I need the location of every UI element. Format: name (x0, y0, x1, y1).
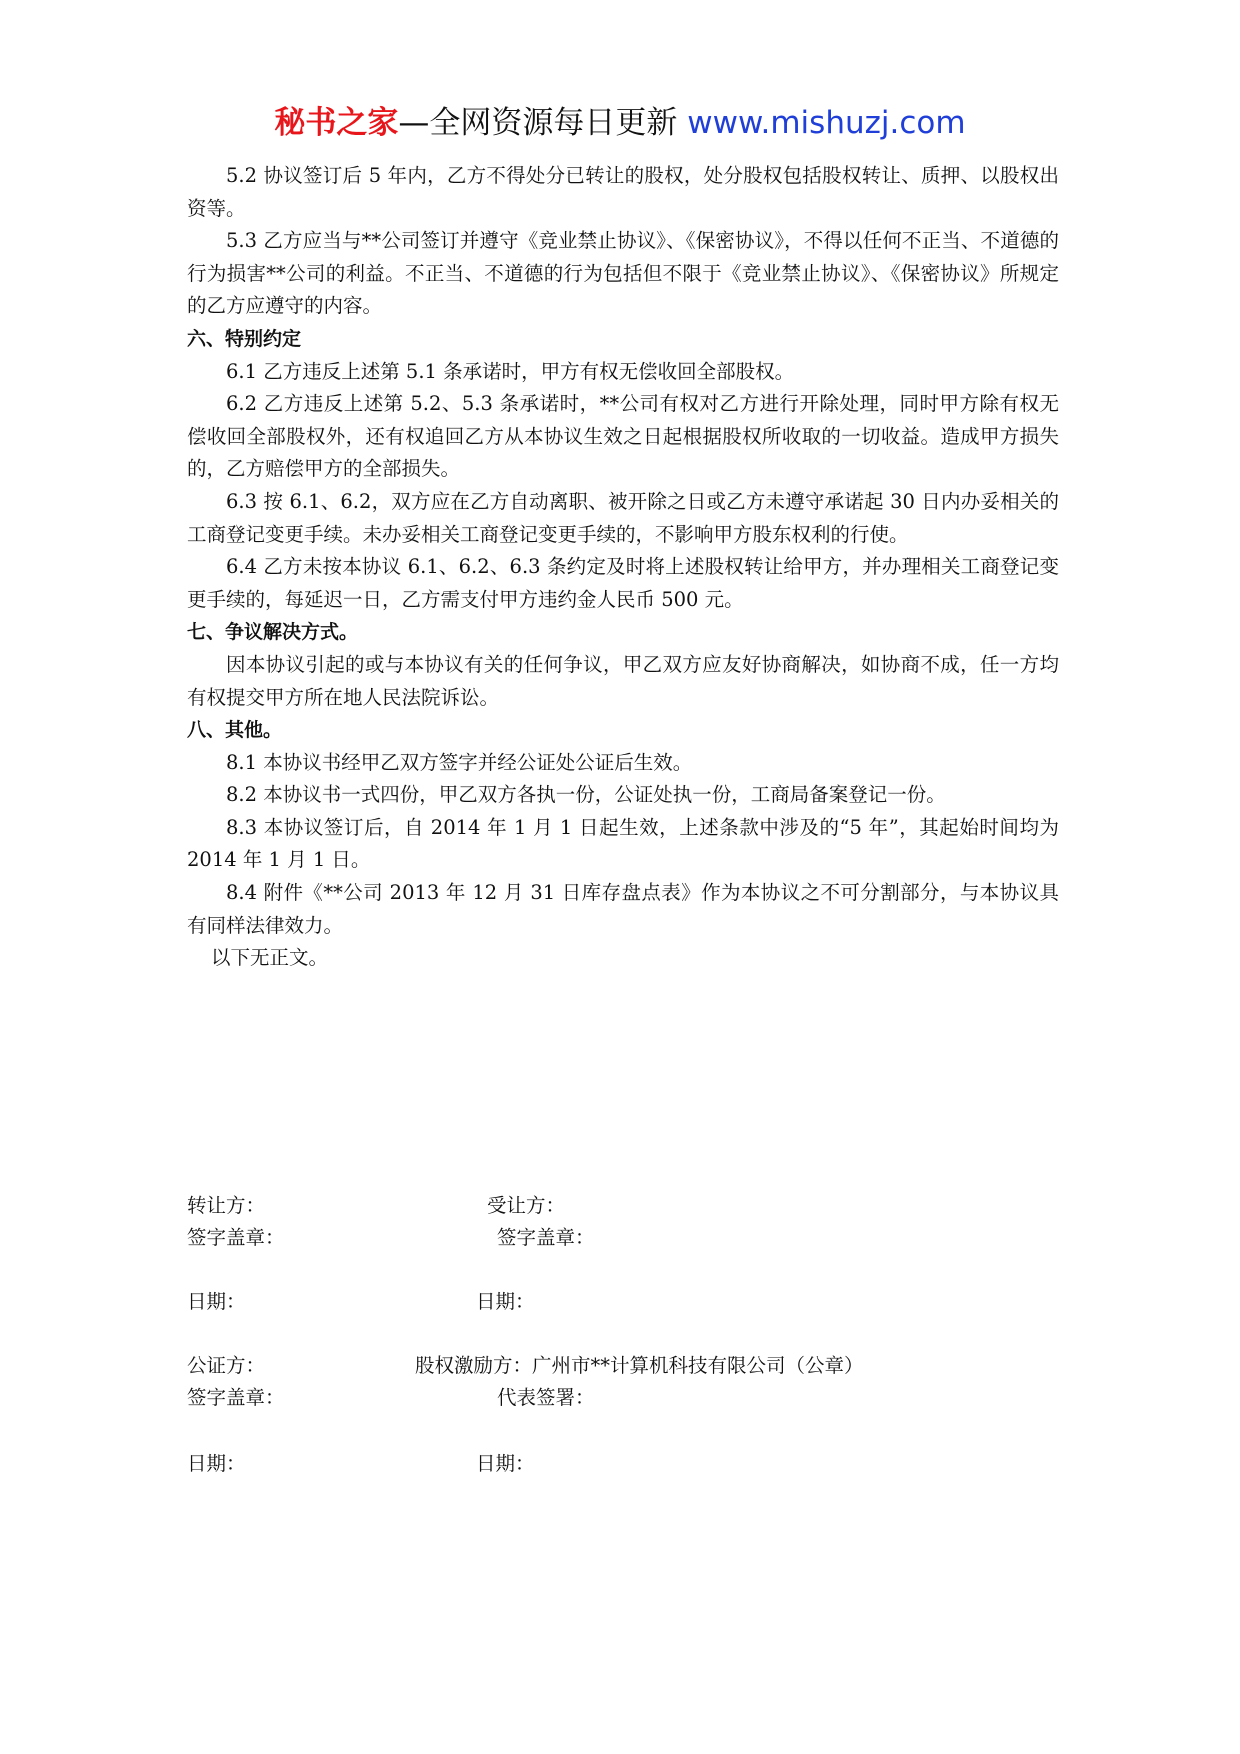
transferee-sign-seal-label: 签字盖章： (497, 1226, 595, 1249)
notary-sign-seal-label: 签字盖章： (187, 1386, 285, 1409)
banner-slogan: —全网资源每日更新 (398, 105, 678, 141)
transferee-label: 受让方： (487, 1194, 566, 1217)
clause-6-4: 6.4 乙方未按本协议 6.1、6.2、6.3 条约定及时将上述股权转让给甲方，并办理相关工商登记变更手续的，每延迟一日，乙方需支付甲方违约金人民币 500 元。 (187, 555, 1059, 611)
section-heading-7: 七、争议解决方式。 (187, 621, 359, 644)
transferor-label: 转让方： (187, 1194, 266, 1217)
document-body (187, 160, 1059, 975)
transferee-date-label: 日期： (476, 1290, 535, 1313)
clause-7: 因本协议引起的或与本协议有关的任何争议，甲乙双方应友好协商解决，如协商不成，任一方均有权提交甲方所在地人民法院诉讼。 (187, 652, 1059, 709)
clause-8-1: 8.1 本协议书经甲乙双方签字并经公证处公证后生效。 (226, 750, 693, 774)
header-banner (0, 100, 1240, 146)
banner-url[interactable]: www.mishuzj.com (687, 105, 966, 141)
end-of-text-note: 以下无正文。 (211, 946, 329, 970)
notary-date-label: 日期： (187, 1452, 246, 1475)
clause-5-3: 5.3 乙方应当与**公司签订并遵守《竞业禁止协议》、《保密协议》，不得以任何不正当、不道德的行为损害**公司的利益。不正当、不道德的行为包括但不限于《竞业禁止协议》、《保密协议》所规定的乙方应遵守的内容。 (187, 229, 1059, 318)
section-heading-8: 八、其他。 (187, 719, 283, 742)
clause-6-2: 6.2 乙方违反上述第 5.2、5.3 条承诺时，**公司有权对乙方进行开除处理，同时甲方除有权无偿收回全部股权外，还有权追回乙方从本协议生效之日起根据股权所收取的一切收益。造成甲方损失的，乙方赔偿甲方的全部损失。 (187, 392, 1059, 481)
clause-8-2: 8.2 本协议书一式四份，甲乙双方各执一份，公证处执一份，工商局备案登记一份。 (226, 783, 946, 807)
section-heading-6: 六、特别约定 (187, 327, 302, 350)
notary-label: 公证方： (187, 1354, 266, 1377)
clause-6-3: 6.3 按 6.1、6.2，双方应在乙方自动离职、被开除之日或乙方未遵守承诺起 30 日内办妥相关的工商登记变更手续。未办妥相关工商登记变更手续的，不影响甲方股东权利的行使。 (187, 489, 1059, 546)
incentive-party-date-label: 日期： (476, 1452, 535, 1475)
clause-8-4: 8.4 附件《**公司 2013 年 12 月 31 日库存盘点表》作为本协议之不可分割部分，与本协议具有同样法律效力。 (187, 881, 1059, 937)
incentive-party-label: 股权激励方：广州市**计算机科技有限公司（公章） (415, 1354, 864, 1377)
clause-6-1: 6.1 乙方违反上述第 5.1 条承诺时，甲方有权无偿收回全部股权。 (226, 359, 795, 383)
transferor-date-label: 日期： (187, 1290, 246, 1313)
clause-5-2: 5.2 协议签订后 5 年内，乙方不得处分已转让的股权，处分股权包括股权转让、质押、以股权出资等。 (187, 164, 1059, 220)
clause-8-3: 8.3 本协议签订后，自 2014 年 1 月 1 日起生效，上述条款中涉及的“5 年”，其起始时间均为 2014 年 1 月 1 日。 (187, 815, 1059, 872)
transferor-sign-seal-label: 签字盖章： (187, 1226, 285, 1249)
representative-sign-label: 代表签署： (497, 1386, 595, 1409)
banner-brand: 秘书之家 (274, 105, 399, 141)
